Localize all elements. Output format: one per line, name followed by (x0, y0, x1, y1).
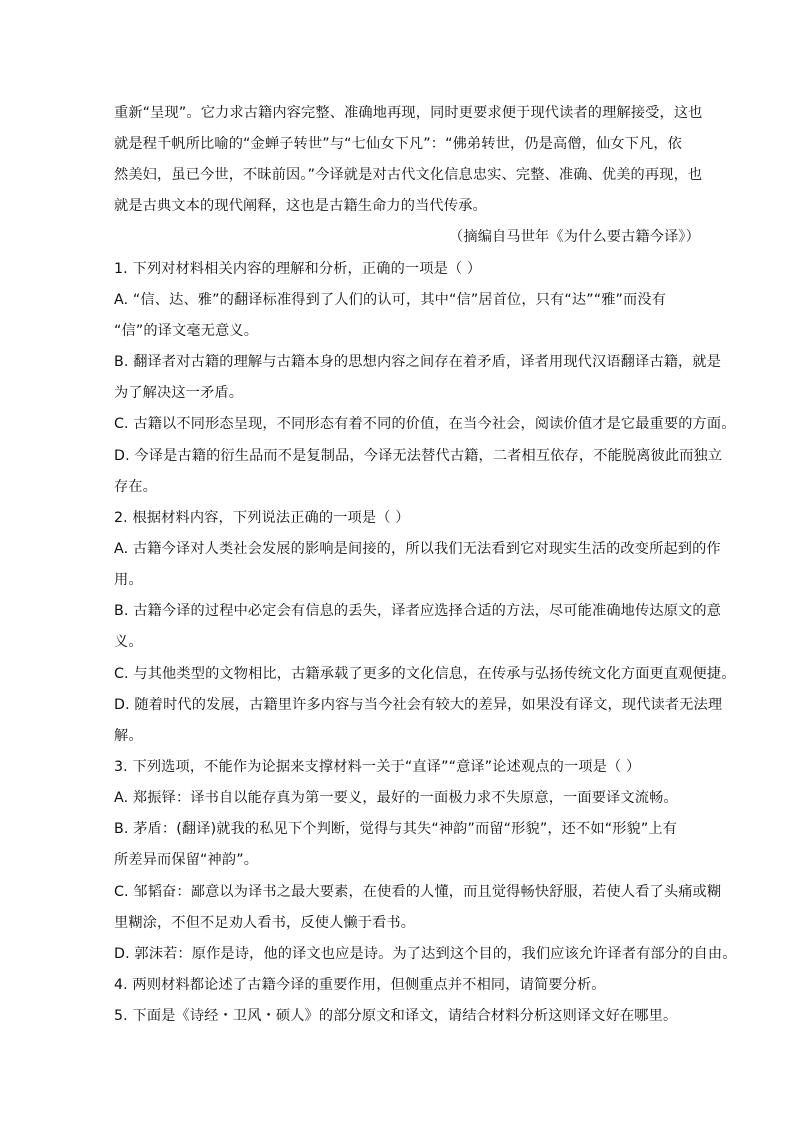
q3-option-b: B. 茅盾：(翻译)就我的私见下个判断，觉得与其失“神韵”而留“形貌”，还不如“形貌”上有 (114, 821, 678, 837)
q2-option-b-cont: 义。 (114, 634, 143, 650)
q3-option-c: C. 邹韬奋：鄙意以为译书之最大要素，在使看的人懂，而且觉得畅快舒服，若使人看了头痛或糊 (114, 884, 722, 900)
q3-option-c-cont: 里糊涂，不但不足劝人看书，反使人懒于看书。 (114, 915, 416, 931)
q1-option-a-cont: “信”的译文毫无意义。 (114, 323, 259, 339)
q1-option-d-cont: 存在。 (114, 479, 158, 495)
intro-line: 就是古典文本的现代阐释，这也是古籍生命力的当代传承。 (114, 198, 487, 214)
intro-line: 就是程千帆所比喻的“金蝉子转世”与“七仙女下凡”：“佛弟转世，仍是高僧，仙女下凡，依 (114, 136, 682, 152)
q2-option-b: B. 古籍今译的过程中必定会有信息的丢失，译者应选择合适的方法，尽可能准确地传达原文的意 (114, 603, 722, 619)
question-5-stem: 5. 下面是《诗经・卫风・硕人》的部分原文和译文，请结合材料分析这则译文好在哪里。 (114, 1008, 678, 1024)
intro-line: 重新“呈现”。它力求古籍内容完整、准确地再现，同时更要求便于现代读者的理解接受，这也 (114, 105, 703, 121)
q2-option-c: C. 与其他类型的文物相比，古籍承载了更多的文化信息，在传承与弘扬传统文化方面更直观便捷。 (114, 666, 736, 682)
q3-option-d: D. 郭沫若：原作是诗，他的译文也应是诗。为了达到这个目的，我们应该允许译者有部分的自由。 (114, 946, 737, 962)
q1-option-a: A. “信、达、雅”的翻译标准得到了人们的认可，其中“信”居首位，只有“达”“雅”而没有 (114, 292, 667, 308)
q2-option-d-cont: 解。 (114, 728, 143, 744)
q1-option-c: C. 古籍以不同形态呈现，不同形态有着不同的价值，在当今社会，阅读价值才是它最重要的方面。 (114, 416, 736, 432)
q2-option-a: A. 古籍今译对人类社会发展的影响是间接的，所以我们无法看到它对现实生活的改变所起到的作 (114, 541, 721, 557)
q2-option-a-cont: 用。 (114, 572, 143, 588)
q3-option-a: A. 郑振铎：译书自以能存真为第一要义，最好的一面极力求不失原意，一面要译文流畅。 (114, 790, 678, 806)
question-1-stem: 1. 下列对材料相关内容的理解和分析，正确的一项是（ ） (114, 261, 482, 277)
question-4-stem: 4. 两则材料都论述了古籍今译的重要作用，但侧重点并不相同，请简要分析。 (114, 977, 606, 993)
q1-option-d: D. 今译是古籍的衍生品而不是复制品，今译无法替代古籍，二者相互依存，不能脱离彼此而独立 (114, 448, 723, 464)
question-3-stem: 3. 下列选项，不能作为论据来支撑材料一关于“直译”“意译”论述观点的一项是（ ） (114, 759, 641, 775)
q2-option-d: D. 随着时代的发展，古籍里许多内容与当今社会有较大的差异，如果没有译文，现代读者无法理 (114, 697, 723, 713)
intro-line: 然美妇，虽已今世，不昧前因。”今译就是对古代文化信息忠实、完整、准确、优美的再现，也 (114, 167, 703, 183)
question-2-stem: 2. 根据材料内容，下列说法正确的一项是（ ） (114, 510, 410, 526)
q1-option-b: B. 翻译者对古籍的理解与古籍本身的思想内容之间存在着矛盾，译者用现代汉语翻译古籍，就是 (114, 354, 722, 370)
q1-option-b-cont: 为了解决这一矛盾。 (114, 385, 244, 401)
q3-option-b-cont: 所差异而保留“神韵”。 (114, 852, 259, 868)
source-citation: （摘编自马世年《为什么要古籍今译》） (449, 229, 700, 245)
